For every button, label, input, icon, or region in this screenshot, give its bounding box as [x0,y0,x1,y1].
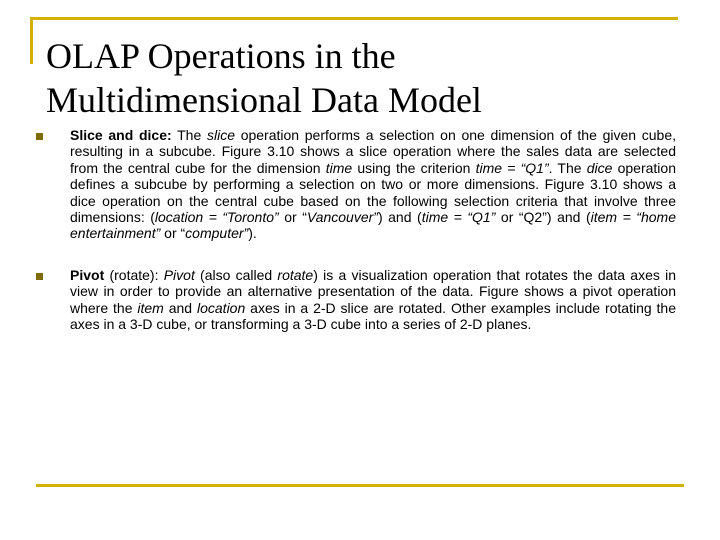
italic-run: rotate [277,266,314,283]
square-bullet-icon [36,133,43,140]
bullet-body [70,127,676,241]
square-bullet-icon [36,273,43,280]
italic-run: dice [586,159,613,176]
bullet-list [36,127,676,332]
italic-run: Vancouver” [306,209,378,226]
title-line-2: Multidimensional Data Model [46,80,482,120]
text-run: . The [548,159,587,176]
bullet-lead: Pivot [70,266,105,283]
text-run: (also called [194,266,278,283]
italic-run: location [197,299,246,316]
text-run: ) and ( [377,209,422,226]
italic-run: item [137,299,164,316]
italic-run: time = “Q1” [421,209,496,226]
text-run: The [171,127,207,143]
text-run: or “ [160,225,186,242]
bottom-accent-rule [36,484,684,487]
text-run: and [163,299,197,316]
italic-run: slice [206,127,235,143]
text-run: ) is a visualization operation that rotates the data axes in view in order to provide an alternative presentation of the data. Figure shows a pivot operation where the [70,266,676,316]
text-run: or “ [278,209,307,226]
bullet-lead: Slice and dice: [70,127,172,143]
italic-run: location = “Toronto” [154,209,279,226]
text-run: operation defines a subcube by performing a selection on two or more dimensions. Figure 3.10 shows a dice operation on the central cube based on the following selection criteria that involve three dimensions: ( [70,159,676,226]
left-accent-rule [30,17,33,64]
text-run: operation performs a selection on one dimension of the given cube, resulting in a subcube. Figure 3.10 shows a slice operation where the sales data are selected from the central cube for the dimension [70,127,676,176]
italic-run: computer” [185,225,249,242]
italic-run: Pivot [163,266,195,283]
bullet-pivot [36,267,676,333]
bullet-slice-and-dice [36,127,676,242]
text-run: using the criterion [352,159,476,176]
title-line-1: OLAP Operations in the [46,36,396,76]
italic-run: time = “Q1” [475,159,549,176]
slide-title [46,34,686,122]
text-run: ). [248,225,257,242]
bullet-body [70,267,676,332]
italic-run: time [325,159,353,176]
text-run: (rotate): [104,266,164,283]
italic-run: item = “home entertainment” [70,209,676,242]
text-run: axes in a 2-D slice are rotated. Other examples include rotating the axes in a 3-D cube, or transforming a 3-D cube into a series of 2-D planes. [70,299,676,333]
top-accent-rule [30,17,678,20]
text-run: or “Q2”) and ( [495,209,591,226]
